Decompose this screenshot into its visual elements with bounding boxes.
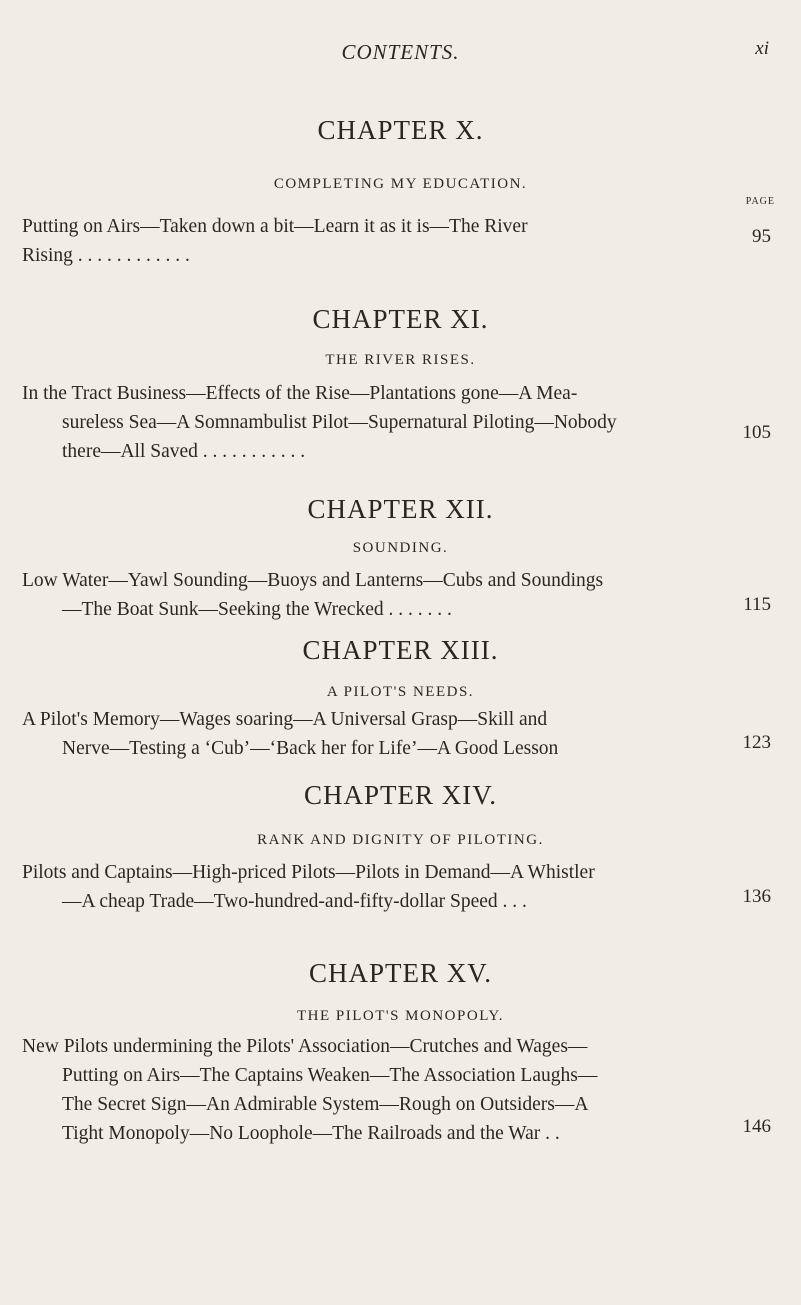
page-column-label: PAGE (745, 196, 775, 207)
chapter-xiii-summary (22, 705, 722, 763)
chapter-xi-heading: CHAPTER XI. (312, 304, 489, 334)
chapter-xi-summary (22, 379, 722, 466)
chapter-xv-page-number: 146 (742, 1116, 771, 1137)
summary-line: —The Boat Sunk—Seeking the Wrecked . . . . . . . (62, 599, 452, 620)
chapter-xv-heading: CHAPTER XV. (308, 958, 493, 988)
summary-line: Nerve—Testing a ‘Cub’—‘Back her for Life’—A Good Lesson (62, 738, 559, 759)
summary-line: Low Water—Yawl Sounding—Buoys and Lanterns—Cubs and Soundings (22, 570, 604, 591)
chapter-xiv-heading: CHAPTER XIV. (303, 780, 498, 810)
summary-line: A Pilot's Memory—Wages soaring—A Universal Grasp—Skill and (22, 709, 548, 730)
summary-line: Pilots and Captains—High-priced Pilots—Pilots in Demand—A Whistler (22, 862, 595, 883)
chapter-xii-subtitle: SOUNDING. (352, 540, 449, 556)
chapter-x-subtitle: COMPLETING MY EDUCATION. (273, 176, 528, 192)
summary-line: Tight Monopoly—No Loophole—The Railroads and the War . . (62, 1123, 560, 1144)
chapter-xv-summary (22, 1032, 722, 1148)
chapter-xii-summary (22, 566, 722, 624)
chapter-xiii-page-number: 123 (742, 732, 771, 753)
chapter-x-heading: CHAPTER X. (317, 115, 484, 145)
chapter-xiv-page-number: 136 (742, 886, 771, 907)
chapter-xiii-subtitle: A PILOT'S NEEDS. (326, 684, 475, 700)
summary-line: New Pilots undermining the Pilots' Association—Crutches and Wages— (22, 1036, 588, 1057)
summary-line: Putting on Airs—The Captains Weaken—The Association Laughs— (62, 1065, 598, 1086)
summary-line: there—All Saved . . . . . . . . . . . (62, 441, 306, 462)
chapter-xi-subtitle: THE RIVER RISES. (325, 352, 476, 368)
folio-page-number: xi (755, 38, 769, 59)
summary-line: In the Tract Business—Effects of the Rise—Plantations gone—A Mea- (22, 383, 578, 404)
summary-line: —A cheap Trade—Two-hundred-and-fifty-dollar Speed . . . (62, 891, 527, 912)
chapter-x-summary (22, 212, 722, 270)
summary-line: The Secret Sign—An Admirable System—Rough on Outsiders—A (62, 1094, 589, 1115)
summary-line: sureless Sea—A Somnambulist Pilot—Supernatural Piloting—Nobody (62, 412, 617, 433)
chapter-xiv-subtitle: RANK AND DIGNITY OF PILOTING. (257, 832, 544, 848)
chapter-xii-page-number: 115 (743, 594, 771, 615)
chapter-xiii-heading: CHAPTER XIII. (302, 635, 499, 665)
chapter-x-page-number: 95 (752, 226, 771, 247)
running-header-title: CONTENTS. (341, 40, 460, 64)
chapter-xiv-summary (22, 858, 722, 916)
chapter-xi-page-number: 105 (742, 422, 771, 443)
summary-line: Putting on Airs—Taken down a bit—Learn it as it is—The River (22, 216, 528, 237)
summary-line: Rising . . . . . . . . . . . . (22, 245, 190, 266)
chapter-xv-subtitle: THE PILOT'S MONOPOLY. (296, 1008, 505, 1024)
chapter-xii-heading: CHAPTER XII. (307, 494, 494, 524)
